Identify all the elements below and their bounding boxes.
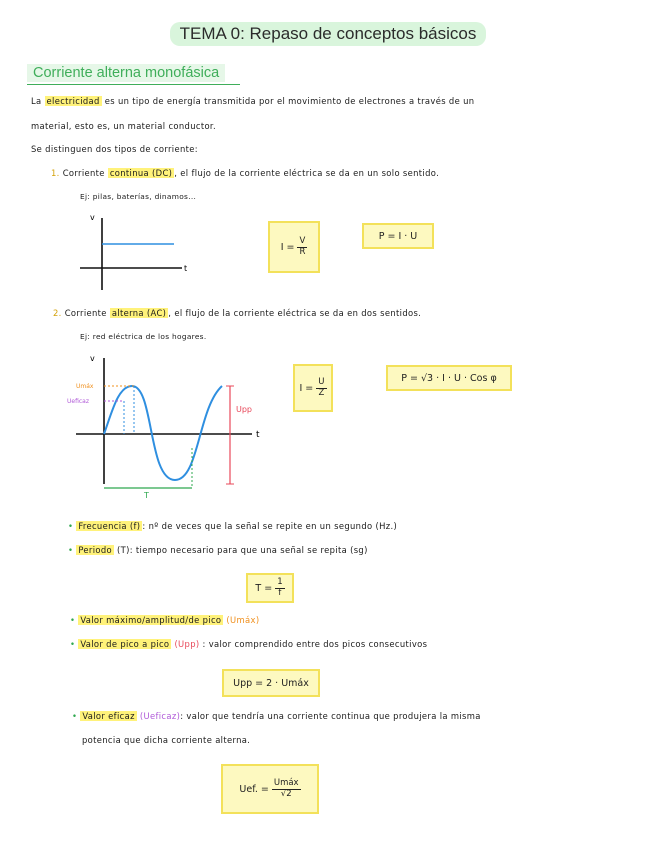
- formula-ueficaz: [221, 764, 319, 814]
- dc-text: , el flujo de la corriente eléctrica se da en un solo sentido.: [174, 168, 440, 178]
- upp-label: Upp: [236, 405, 253, 414]
- fraction-numerator: 1: [277, 576, 283, 587]
- frecuencia-highlight: Frecuencia (f): [78, 521, 141, 531]
- periodo-text: : tiempo necesario para que una señal se repita (sg): [129, 545, 368, 555]
- valor-pico-text: : valor comprendido entre dos picos consecutivos: [202, 639, 428, 649]
- formula-power-dc: P = I · U: [362, 223, 434, 249]
- upp-symbol: (Upp): [174, 639, 200, 649]
- page-title: TEMA 0: Repaso de conceptos básicos: [170, 22, 487, 46]
- ueficaz-label: Ueficaz: [67, 398, 89, 405]
- sine-wave: [104, 386, 222, 480]
- ac-axis-t: t: [256, 430, 260, 440]
- bullet-periodo: [68, 545, 368, 555]
- formula-lhs: I =: [280, 241, 295, 253]
- bullet-dot: •: [72, 711, 78, 721]
- period-label: T: [144, 491, 149, 498]
- fraction: [275, 578, 284, 599]
- periodo-highlight: Periodo: [78, 545, 113, 555]
- ac-text: Corriente: [64, 308, 107, 318]
- dc-axis-v: v: [90, 213, 95, 222]
- title-wrap: [0, 22, 656, 46]
- intro-text: es un tipo de energía transmitida por el movimiento de electrones a través de un: [104, 96, 475, 106]
- ac-highlight: alterna (AC): [111, 308, 167, 318]
- fraction-denominator: R: [299, 246, 306, 257]
- valor-eficaz-text-2: potencia que dicha corriente alterna.: [82, 735, 251, 745]
- ac-example: Ej: red eléctrica de los hogares.: [80, 332, 207, 341]
- valor-maximo-highlight: Valor máximo/amplitud/de pico: [80, 615, 222, 625]
- valor-eficaz-text: : valor que tendría una corriente continua que produjera la misma: [180, 711, 481, 721]
- dc-graph: [74, 210, 194, 292]
- formula-power-ac: P = √3 · I · U · Cos φ: [386, 365, 512, 391]
- section-subtitle: Corriente alterna monofásica: [27, 64, 225, 82]
- bullet-valor-eficaz: [72, 711, 481, 721]
- electricidad-highlight: electricidad: [46, 96, 100, 106]
- ac-number: 2.: [53, 308, 62, 318]
- bullet-dot: •: [70, 615, 76, 625]
- intro-line-1: [31, 96, 474, 106]
- bullet-valor-pico-pico: [70, 639, 427, 649]
- formula-ohm-ac: [293, 364, 333, 412]
- formula-lhs: T =: [255, 582, 273, 594]
- formula-lhs: I =: [299, 382, 314, 394]
- bullet-dot: •: [68, 545, 74, 555]
- formula-lhs: Uef. =: [239, 783, 269, 795]
- bullet-dot: •: [68, 521, 74, 531]
- intro-line-3: Se distinguen dos tipos de corriente:: [31, 144, 198, 154]
- ac-text: , el flujo de la corriente eléctrica se da en dos sentidos.: [168, 308, 422, 318]
- periodo-symbol: (T): [117, 545, 130, 555]
- umax-symbol: (Umáx): [226, 615, 260, 625]
- dc-number: 1.: [51, 168, 60, 178]
- formula-period: [246, 573, 294, 603]
- fraction-numerator: Umáx: [273, 777, 299, 788]
- ac-axis-v: v: [90, 354, 95, 363]
- fraction-numerator: V: [299, 235, 306, 246]
- valor-eficaz-highlight: Valor eficaz: [82, 711, 135, 721]
- frecuencia-text: : nº de veces que la señal se repite en un segundo (Hz.): [142, 521, 398, 531]
- bullet-valor-maximo: [70, 615, 259, 625]
- bullet-frecuencia: [68, 521, 397, 531]
- valor-pico-highlight: Valor de pico a pico: [80, 639, 170, 649]
- fraction-denominator: √2: [280, 788, 292, 799]
- dc-line: [51, 168, 439, 178]
- fraction-denominator: f: [278, 587, 282, 598]
- dc-axis-t: t: [184, 264, 188, 273]
- fraction: [297, 237, 307, 258]
- dc-highlight: continua (DC): [109, 168, 173, 178]
- formula-ohm-dc: [268, 221, 320, 273]
- intro-text: La: [31, 96, 42, 106]
- ueficaz-symbol: (Ueficaz): [139, 711, 181, 721]
- ac-graph: [62, 352, 274, 498]
- subtitle-underline: [27, 84, 240, 85]
- fraction: [316, 378, 326, 399]
- intro-line-2: material, esto es, un material conductor.: [31, 121, 216, 131]
- fraction-denominator: Z: [318, 387, 325, 398]
- fraction: [272, 779, 301, 800]
- fraction-numerator: U: [318, 376, 325, 387]
- dc-example: Ej: pilas, baterías, dinamos...: [80, 192, 197, 201]
- bullet-dot: •: [70, 639, 76, 649]
- ac-line: [53, 308, 421, 318]
- umax-label: Umáx: [76, 383, 94, 390]
- dc-text: Corriente: [62, 168, 105, 178]
- formula-upp: Upp = 2 · Umáx: [222, 669, 320, 697]
